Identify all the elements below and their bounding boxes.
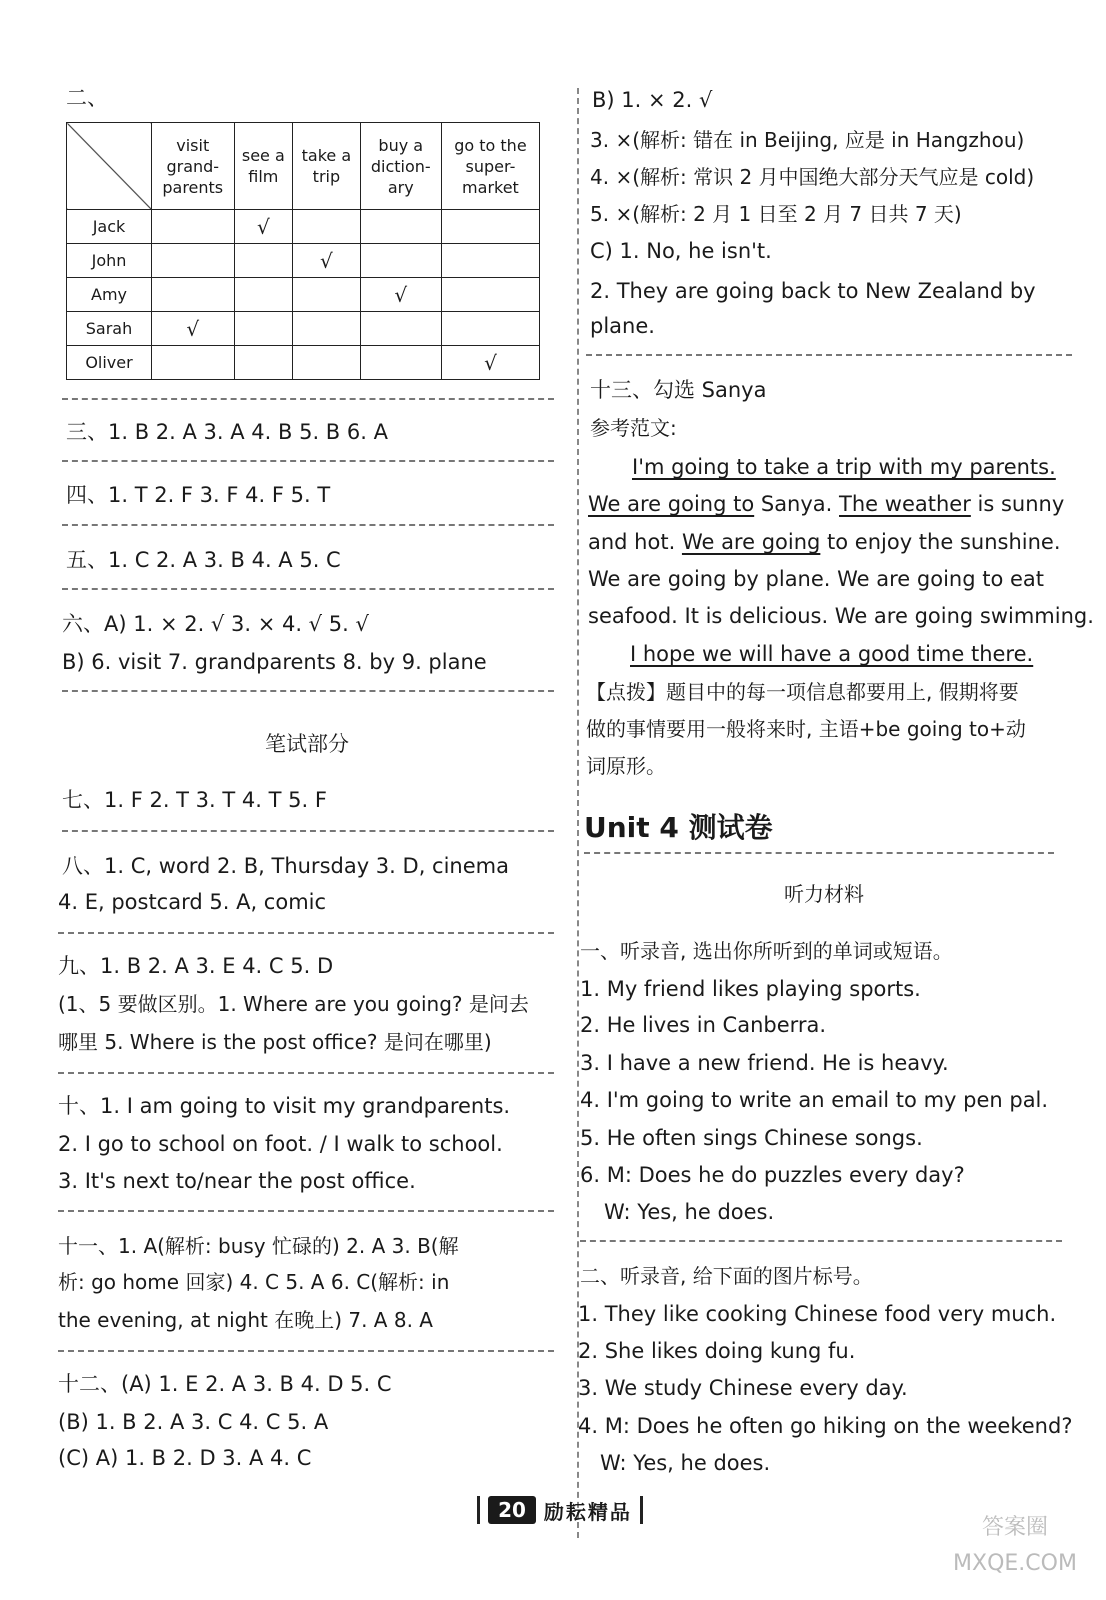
watermark-line-1: 答案圈 <box>981 1515 1048 1540</box>
listening-1-item-6m: 6. M: Does he do puzzles every day? <box>580 1163 965 1187</box>
listening-2-item-3: 3. We study Chinese every day. <box>578 1376 908 1400</box>
answer-b-line-5: 5. ×(解析: 2 月 1 日至 2 月 7 日共 7 天) <box>590 202 962 226</box>
divider <box>62 398 554 400</box>
row-name: Sarah <box>67 312 152 346</box>
essay-line-1: I'm going to take a trip with my parents. <box>632 455 1056 479</box>
section-12-line-3: (C) A) 1. B 2. D 3. A 4. C <box>58 1446 312 1470</box>
table-cell <box>293 312 360 346</box>
divider <box>58 932 554 934</box>
table-row <box>67 210 540 244</box>
page-number: 20 <box>488 1496 536 1524</box>
essay-line-3: and hot. We are going to enjoy the sunshine. <box>588 530 1061 554</box>
written-section-title: 笔试部分 <box>265 732 349 756</box>
divider <box>62 690 554 692</box>
divider <box>584 852 1054 854</box>
table-cell <box>441 210 539 244</box>
listening-1-item-6w: W: Yes, he does. <box>604 1200 775 1224</box>
table-cell <box>234 244 293 278</box>
table-cell <box>152 244 235 278</box>
footer-bar <box>477 1496 480 1524</box>
answer-b-line-1: B) 1. × 2. √ <box>592 88 713 112</box>
row-name: Jack <box>67 210 152 244</box>
table-cell <box>360 210 441 244</box>
section-5-answers: 五、1. C 2. A 3. B 4. A 5. C <box>66 548 341 572</box>
table-cell: √ <box>293 244 360 278</box>
section-11-line-2: 析: go home 回家) 4. C 5. A 6. C(解析: in <box>58 1270 450 1294</box>
table-row <box>67 244 540 278</box>
row-name: Oliver <box>67 346 152 380</box>
divider <box>58 1350 554 1352</box>
table-cell <box>441 244 539 278</box>
table-header-cell: buy a diction- ary <box>360 123 441 210</box>
sample-essay-label: 参考范文: <box>590 416 677 440</box>
divider <box>62 524 554 526</box>
row-name: John <box>67 244 152 278</box>
table-header-cell: go to the super- market <box>441 123 539 210</box>
unit-title: Unit 4 测试卷 <box>584 811 773 844</box>
brand-name: 励耘精品 <box>543 1499 632 1524</box>
page-footer <box>465 1490 655 1530</box>
section-4-answers: 四、1. T 2. F 3. F 4. F 5. T <box>66 483 331 507</box>
table-corner-cell <box>67 123 152 210</box>
table-cell <box>234 312 293 346</box>
divider <box>580 1240 1062 1242</box>
section-9-answers: 九、1. B 2. A 3. E 4. C 5. D <box>58 954 334 978</box>
divider <box>58 1210 554 1212</box>
tip-line-2: 做的事情要用一般将来时, 主语+be going to+动 <box>586 717 1026 741</box>
listening-1-item-3: 3. I have a new friend. He is heavy. <box>580 1051 949 1075</box>
divider <box>62 588 554 590</box>
listening-1-item-1: 1. My friend likes playing sports. <box>580 977 921 1001</box>
table-cell <box>360 312 441 346</box>
section-10-line-3: 3. It's next to/near the post office. <box>58 1169 416 1193</box>
section-6a-answers: 六、A) 1. × 2. √ 3. × 4. √ 5. √ <box>62 612 369 636</box>
table-cell <box>293 278 360 312</box>
table-cell <box>360 244 441 278</box>
answer-b-line-4: 4. ×(解析: 常识 2 月中国绝大部分天气应是 cold) <box>590 165 1035 189</box>
watermark <box>940 1510 1090 1590</box>
section-8-line-1: 八、1. C, word 2. B, Thursday 3. D, cinema <box>62 854 509 878</box>
section-11-line-3: the evening, at night 在晚上) 7. A 8. A <box>58 1308 433 1332</box>
table-cell: √ <box>234 210 293 244</box>
table-row <box>67 312 540 346</box>
table-cell <box>293 210 360 244</box>
table-header-cell: see a film <box>234 123 293 210</box>
answer-b-line-3: 3. ×(解析: 错在 in Beijing, 应是 in Hangzhou) <box>590 128 1025 152</box>
table-cell <box>234 346 293 380</box>
tip-line-3: 词原形。 <box>586 754 666 778</box>
section-6b-answers: B) 6. visit 7. grandparents 8. by 9. plane <box>62 650 487 674</box>
table-cell <box>293 346 360 380</box>
listening-1-item-4: 4. I'm going to write an email to my pen pal. <box>580 1088 1049 1112</box>
table-cell <box>441 312 539 346</box>
table-cell <box>360 346 441 380</box>
listening-1-heading: 一、听录音, 选出你所听到的单词或短语。 <box>580 939 953 963</box>
section-10-line-2: 2. I go to school on foot. / I walk to school. <box>58 1132 503 1156</box>
answer-c-line-2a: 2. They are going back to New Zealand by <box>590 279 1036 303</box>
row-name: Amy <box>67 278 152 312</box>
section-9-note-1: (1、5 要做区别。1. Where are you going? 是问去 <box>58 992 529 1016</box>
section-11-line-1: 十一、1. A(解析: busy 忙碌的) 2. A 3. B(解 <box>58 1234 459 1258</box>
listening-2-item-2: 2. She likes doing kung fu. <box>578 1339 856 1363</box>
tip-line-1: 【点拨】题目中的每一项信息都要用上, 假期将要 <box>586 680 1019 704</box>
listening-2-item-1: 1. They like cooking Chinese food very much. <box>578 1302 1057 1326</box>
watermark-line-2: MXQE.COM <box>953 1551 1077 1576</box>
section-2-heading: 二、 <box>66 86 108 110</box>
listening-1-item-5: 5. He often sings Chinese songs. <box>580 1126 923 1150</box>
table-cell <box>234 278 293 312</box>
table-header-cell: visit grand- parents <box>152 123 235 210</box>
essay-line-6: I hope we will have a good time there. <box>630 642 1034 666</box>
section-10-line-1: 十、1. I am going to visit my grandparents. <box>58 1094 511 1118</box>
essay-line-2: We are going to Sanya. The weather is sunny <box>588 492 1065 516</box>
table-cell: √ <box>360 278 441 312</box>
listening-1-item-2: 2. He lives in Canberra. <box>580 1013 827 1037</box>
table-cell: √ <box>441 346 539 380</box>
table-cell: √ <box>152 312 235 346</box>
essay-line-4: We are going by plane. We are going to eat <box>588 567 1045 591</box>
answer-c-line-1: C) 1. No, he isn't. <box>590 239 772 263</box>
section-7-answers: 七、1. F 2. T 3. T 4. T 5. F <box>62 788 327 812</box>
section-13-heading: 十三、勾选 Sanya <box>590 378 767 402</box>
activity-table <box>66 122 540 380</box>
divider <box>586 354 1072 356</box>
table-cell <box>441 278 539 312</box>
section-12-line-1: 十二、(A) 1. E 2. A 3. B 4. D 5. C <box>58 1372 392 1396</box>
listening-2-item-4m: 4. M: Does he often go hiking on the weekend? <box>578 1414 1073 1438</box>
footer-bar <box>640 1496 643 1524</box>
table-row <box>67 278 540 312</box>
divider <box>62 460 554 462</box>
listening-2-item-4w: W: Yes, he does. <box>600 1451 771 1475</box>
section-12-line-2: (B) 1. B 2. A 3. C 4. C 5. A <box>58 1410 329 1434</box>
divider <box>58 1072 554 1074</box>
listening-title: 听力材料 <box>784 882 864 906</box>
divider <box>62 830 554 832</box>
listening-2-heading: 二、听录音, 给下面的图片标号。 <box>580 1264 873 1288</box>
essay-line-5: seafood. It is delicious. We are going swimming. <box>588 604 1094 628</box>
section-3-answers: 三、1. B 2. A 3. A 4. B 5. B 6. A <box>66 420 388 444</box>
table-row <box>67 346 540 380</box>
table-cell <box>152 278 235 312</box>
answer-c-line-2b: plane. <box>590 314 655 338</box>
section-8-line-2: 4. E, postcard 5. A, comic <box>58 890 327 914</box>
table-cell <box>152 210 235 244</box>
table-cell <box>152 346 235 380</box>
section-9-note-2: 哪里 5. Where is the post office? 是问在哪里) <box>58 1030 492 1054</box>
table-header-cell: take a trip <box>293 123 360 210</box>
